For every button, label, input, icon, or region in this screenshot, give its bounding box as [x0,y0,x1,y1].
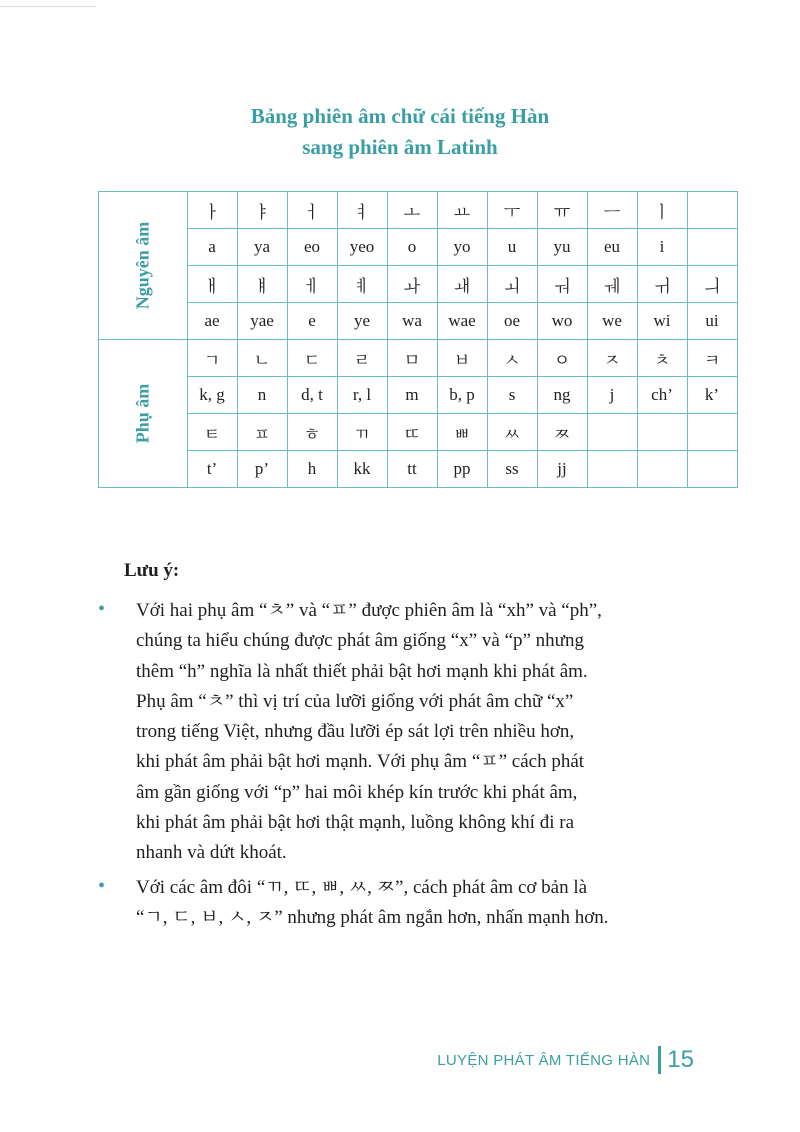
consonant-group-label [99,340,188,488]
latin-transliteration-cell: pp [437,451,487,488]
korean-letter-cell: ㅊ [637,340,687,377]
latin-transliteration-cell: ng [537,377,587,414]
latin-transliteration-cell: p’ [237,451,287,488]
latin-transliteration-cell: s [487,377,537,414]
group-label-text: Phụ âm [132,383,153,444]
latin-transliteration-cell: b, p [437,377,487,414]
latin-transliteration-cell: h [287,451,337,488]
latin-transliteration-cell [687,451,737,488]
korean-letter-cell: ㅃ [437,414,487,451]
korean-letter-cell: ㅆ [487,414,537,451]
latin-transliteration-cell: ye [337,303,387,340]
korean-letter-cell [687,414,737,451]
table-row [99,451,738,488]
latin-transliteration-cell: ya [237,229,287,266]
korean-letter-cell [687,192,737,229]
note-paragraph-2 [136,873,701,934]
title-line-1: Bảng phiên âm chữ cái tiếng Hàn [250,104,550,128]
page-footer [437,1046,694,1074]
latin-transliteration-cell: j [587,377,637,414]
footer-divider [658,1046,661,1074]
latin-transliteration-cell: wae [437,303,487,340]
korean-letter-cell: ㅛ [437,192,487,229]
latin-transliteration-cell: yu [537,229,587,266]
latin-transliteration-cell: jj [537,451,587,488]
top-decorative-rule [0,6,96,7]
latin-transliteration-cell: t’ [187,451,237,488]
korean-letter-cell: ㅐ [187,266,237,303]
korean-letter-cell: ㅢ [687,266,737,303]
korean-letter-cell: ㅌ [187,414,237,451]
table-row [99,229,738,266]
table-row [99,303,738,340]
latin-transliteration-cell: kk [337,451,387,488]
korean-letter-cell: ㅡ [587,192,637,229]
note-text-line: Với hai phụ âm “ㅊ” và “ㅍ” được phiên âm là “xh” và “ph”, [136,600,602,621]
vowel-group-label [99,192,188,340]
note-text-line: Phụ âm “ㅊ” thì vị trí của lưỡi giống với phát âm chữ “x” [136,690,574,712]
korean-letter-cell: ㅚ [487,266,537,303]
latin-transliteration-cell: ch’ [637,377,687,414]
korean-letter-cell: ㅁ [387,340,437,377]
latin-transliteration-cell: m [387,377,437,414]
korean-letter-cell: ㅝ [537,266,587,303]
page-title [0,101,800,163]
korean-letter-cell: ㄷ [287,340,337,377]
latin-transliteration-cell: we [587,303,637,340]
korean-letter-cell: ㅠ [537,192,587,229]
latin-transliteration-cell [637,451,687,488]
latin-transliteration-cell: ss [487,451,537,488]
latin-transliteration-cell: d, t [287,377,337,414]
note-text-line: Với các âm đôi “ㄲ, ㄸ, ㅃ, ㅆ, ㅉ”, cách phát âm cơ bản là [136,877,588,898]
korean-letter-cell: ㅈ [587,340,637,377]
korean-letter-cell: ㄱ [187,340,237,377]
korean-letter-cell: ㄸ [387,414,437,451]
korean-letter-cell: ㄹ [337,340,387,377]
korean-letter-cell: ㅘ [387,266,437,303]
latin-transliteration-cell: k, g [187,377,237,414]
latin-transliteration-cell: eu [587,229,637,266]
korean-letter-cell: ㄴ [237,340,287,377]
latin-transliteration-cell: a [187,229,237,266]
page-number: 15 [667,1046,694,1073]
korean-letter-cell: ㅣ [637,192,687,229]
latin-transliteration-cell: yeo [337,229,387,266]
transliteration-table [98,191,738,488]
note-text-line: “ㄱ, ㄷ, ㅂ, ㅅ, ㅈ” nhưng phát âm ngắn hơn, nhấn mạnh hơn. [136,907,609,929]
korean-letter-cell: ㅑ [237,192,287,229]
table-row [99,266,738,303]
korean-letter-cell: ㅂ [437,340,487,377]
latin-transliteration-cell: oe [487,303,537,340]
korean-letter-cell: ㅇ [537,340,587,377]
table-row [99,340,738,377]
note-text-line: trong tiếng Việt, nhưng đầu lưỡi ép sát lợi trên nhiều hơn, [136,721,575,743]
latin-transliteration-cell: n [237,377,287,414]
latin-transliteration-cell: yo [437,229,487,266]
korean-letter-cell: ㅍ [237,414,287,451]
korean-letter-cell: ㅗ [387,192,437,229]
korean-letter-cell: ㅒ [237,266,287,303]
bullet-marker: • [98,598,106,620]
table-row [99,192,738,229]
korean-letter-cell: ㄲ [337,414,387,451]
korean-letter-cell: ㅟ [637,266,687,303]
korean-letter-cell: ㅎ [287,414,337,451]
korean-letter-cell: ㅔ [287,266,337,303]
korean-letter-cell [587,414,637,451]
korean-letter-cell [637,414,687,451]
latin-transliteration-cell: wi [637,303,687,340]
latin-transliteration-cell: eo [287,229,337,266]
latin-transliteration-cell: ae [187,303,237,340]
latin-transliteration-cell: o [387,229,437,266]
latin-transliteration-cell: k’ [687,377,737,414]
group-label-text: Nguyên âm [132,221,153,310]
korean-letter-cell: ㅅ [487,340,537,377]
latin-transliteration-cell: r, l [337,377,387,414]
korean-letter-cell: ㅏ [187,192,237,229]
latin-transliteration-cell: e [287,303,337,340]
latin-transliteration-cell: i [637,229,687,266]
note-text-line: nhanh và dứt khoát. [136,842,287,864]
bullet-marker: • [98,875,106,897]
korean-letter-cell: ㅙ [437,266,487,303]
latin-transliteration-cell: wa [387,303,437,340]
table-row [99,414,738,451]
korean-letter-cell: ㅞ [587,266,637,303]
note-text-line: khi phát âm phải bật hơi thật mạnh, luồng không khí đi ra [136,812,575,834]
running-title: LUYỆN PHÁT ÂM TIẾNG HÀN [437,1051,651,1069]
korean-letter-cell: ㅓ [287,192,337,229]
note-text-line: âm gần giống với “p” hai môi khép kín trước khi phát âm, [136,781,578,803]
latin-transliteration-cell: yae [237,303,287,340]
note-text-line: chúng ta hiểu chúng được phát âm giống “x” và “p” nhưng [136,630,584,652]
note-text-line: thêm “h” nghĩa là nhất thiết phải bật hơi mạnh khi phát âm. [136,660,588,682]
korean-letter-cell: ㅋ [687,340,737,377]
korean-letter-cell: ㅕ [337,192,387,229]
latin-transliteration-cell [587,451,637,488]
latin-transliteration-cell: ui [687,303,737,340]
note-paragraph-1 [136,596,701,869]
latin-transliteration-cell [687,229,737,266]
korean-letter-cell: ㅜ [487,192,537,229]
latin-transliteration-cell: u [487,229,537,266]
korean-letter-cell: ㅉ [537,414,587,451]
note-heading: Lưu ý: [124,560,180,581]
latin-transliteration-cell: wo [537,303,587,340]
latin-transliteration-cell: tt [387,451,437,488]
korean-letter-cell: ㅖ [337,266,387,303]
table-row [99,377,738,414]
note-text-line: khi phát âm phải bật hơi mạnh. Với phụ âm “ㅍ” cách phát [136,751,585,773]
title-line-2: sang phiên âm Latinh [302,135,498,159]
